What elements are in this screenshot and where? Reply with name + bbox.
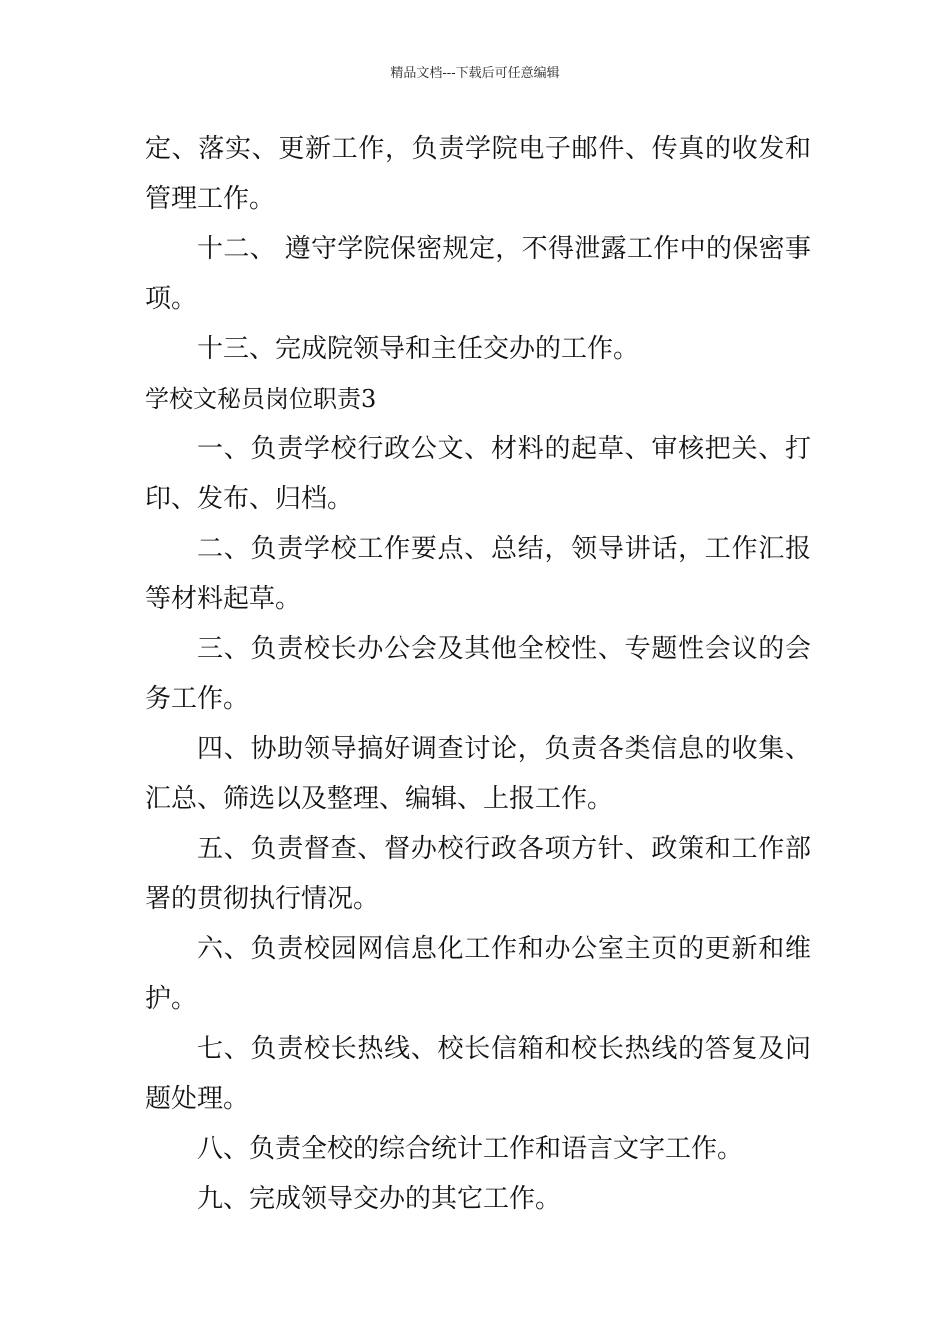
paragraph-item-4: 四、协助领导搞好调查讨论，负责各类信息的收集、汇总、筛选以及整理、编辑、上报工作。 — [145, 734, 811, 814]
paragraph-item-8: 八、负责全校的综合统计工作和语言文字工作。 — [197, 1134, 744, 1164]
document-body — [145, 124, 811, 1224]
paragraph-item-12: 十二、 遵守学院保密规定，不得泄露工作中的保密事项。 — [145, 234, 811, 314]
paragraph-item-3: 三、负责校长办公会及其他全校性、专题性会议的会务工作。 — [145, 634, 811, 714]
paragraph-item-5: 五、负责督查、督办校行政各项方针、政策和工作部署的贯彻执行情况。 — [145, 834, 811, 914]
paragraph-item-2: 二、负责学校工作要点、总结，领导讲话，工作汇报等材料起草。 — [145, 534, 811, 614]
section-title: 学校文秘员岗位职责3 — [145, 385, 377, 413]
paragraph-item-9: 九、完成领导交办的其它工作。 — [197, 1184, 562, 1214]
page-header: 精品文档---下载后可任意编辑 — [390, 66, 560, 81]
paragraph-item-1: 一、负责学校行政公文、材料的起草、审核把关、打印、发布、归档。 — [145, 434, 811, 514]
paragraph-item-7: 七、负责校长热线、校长信箱和校长热线的答复及问题处理。 — [145, 1034, 811, 1114]
paragraph-continuation: 定、落实、更新工作，负责学院电子邮件、传真的收发和管理工作。 — [145, 134, 811, 214]
paragraph-item-6: 六、负责校园网信息化工作和办公室主页的更新和维护。 — [145, 934, 811, 1014]
paragraph-item-13: 十三、完成院领导和主任交办的工作。 — [197, 334, 640, 364]
